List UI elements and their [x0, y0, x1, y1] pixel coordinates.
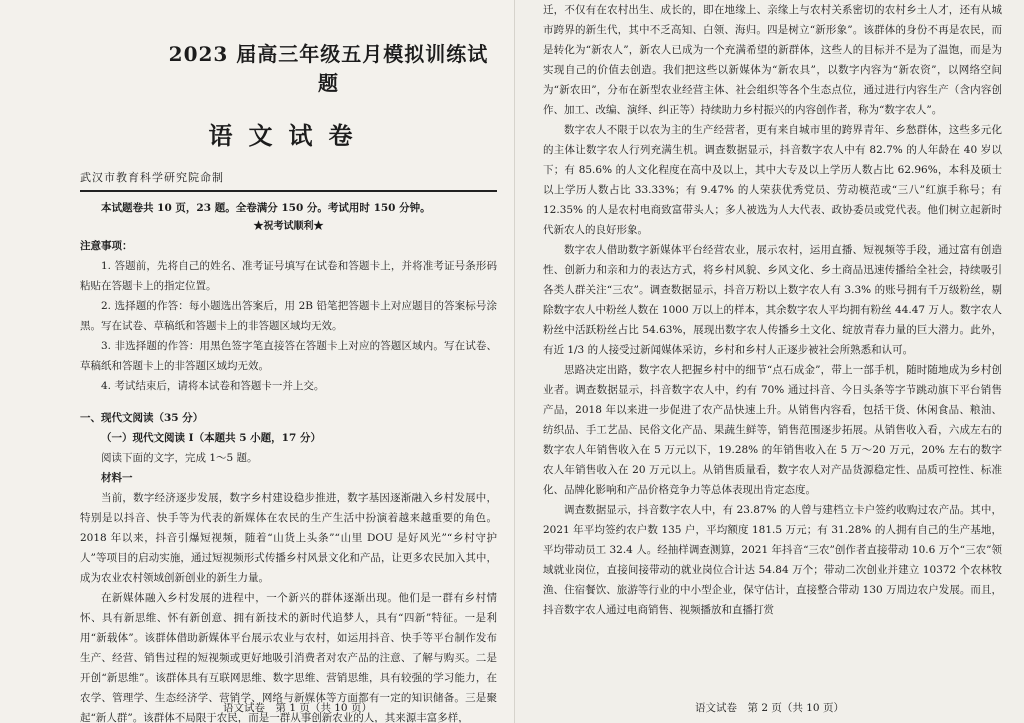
page-footer: 语文试卷 第 2 页（共 10 页） — [695, 702, 844, 714]
notes-label: 注意事项： — [80, 240, 133, 252]
note-item: 4. 考试结束后，请将本试卷和答题卡一并上交。 — [101, 380, 325, 392]
body-paragraph: 数字农人借助数字新媒体平台经营农业，展示农村，运用直播、短视频等手段，通过富有创造性、创新力和亲和力的表达方式，将乡村风貌、乡风文化、乡土商品迅速传播给全社会，持续吸引各类人群关注“三农”。调查数据显示，抖音万粉以上数字农人有 3.3% 的账号拥有千万级粉丝，剔除数字农人中粉丝人数在 1000 万以上的样本，其余数字农人平均拥有粉丝 44.47 万人。数字农人粉丝中活跃粉丝占比 54.63%，展现出数字农人传播乡土文化、绽放青春力量的巨大潜力。此外，有近 1/3 的人接受过新闻媒体采访，乡村和乡村人正逐步被社会所熟悉和认可。 — [543, 244, 1002, 356]
body-paragraph: 迁，不仅有在农村出生、成长的，即在地缘上、亲缘上与农村关系密切的农村乡土人才，还有从城市跨界的新生代，其中不乏高知、白领、海归。四是树立“新形象”。该群体的身份不再是农民，而是转化为“新农人”，新农人已成为一个充满希望的新群体，这些人的目标并不是为了温饱，而是为实现自己的价值去创造。我们把这些以新媒体为“新农具”，以数字内容为“新农资”，以网络空间为“新农田”，分布在新型农业经营主体、社会组织等各个生态点位，通过进行内容生产（含内容创作、加工、改编、演绎、纠正等）持续助力乡村振兴的内容创作者，称为“数字农人”。 — [543, 4, 1002, 116]
material-label: 材料一 — [101, 472, 133, 484]
reading-instruction: 阅读下面的文字，完成 1～5 题。 — [101, 452, 258, 464]
good-luck-line: ★祝考试顺利★ — [253, 221, 324, 232]
setter-line: 武汉市教育科学研究院命制 — [80, 169, 497, 192]
exam-summary: 本试题卷共 10 页，23 题。全卷满分 150 分。考试用时 150 分钟。 — [101, 202, 431, 214]
note-item: 2. 选择题的作答：每小题选出答案后，用 2B 铅笔把答题卡上对应题目的答案标号涂黑。写在试卷、草稿纸和答题卡上的非答题区域均无效。 — [80, 300, 497, 332]
subject-title: 语文试卷 — [208, 121, 369, 150]
section-heading: 一、现代文阅读（35 分） — [80, 412, 204, 424]
body-paragraph: 数字农人不限于以农为主的生产经营者，更有来自城市里的跨界青年、乡愁群体，这些多元化的主体让数字农人行列充满生机。调查数据显示，抖音数字农人中有 82.7% 的人年龄在 40 岁以下；有 85.6% 的人文化程度在高中及以上，其中大专及以上学历人数占比 62.96%，本科及硕士以上学历人数占比 33.33%；有 9.47% 的人荣获优秀党员、劳动模范或“三八”红旗手称号；有 12.35% 的人是农村电商致富带头人；多人被选为人大代表、政协委员或党代表。他们树立起新时代新农人的良好形象。 — [543, 124, 1002, 236]
page-footer: 语文试卷 第 1 页（共 10 页） — [223, 702, 372, 714]
page-2 — [515, 0, 1024, 723]
exam-title: 2023 届高三年级五月模拟训练试题 — [168, 42, 489, 95]
body-paragraph: 思路决定出路，数字农人把握乡村中的细节“点石成金”，带上一部手机，随时随地成为乡村创业者。调查数据显示，抖音数字农人中，约有 70% 通过抖音、今日头条等字节跳动旗下平台销售产品，2018 年以来进一步促进了农产品快速上升。从销售内容看，包括干货、休闲食品、粮油、纺织品、手工艺品、民俗文化产品、果蔬生鲜等，销售范围逐步拓展。从销售收入看，六成左右的数字农人年销售收入在 5 万元以下，19.28% 的年销售收入在 5 万～20 万元，20% 左右的数字农人年销售收入在 20 万元以上。从销售质量看，数字农人对产品货源稳定性、品质可控性、标准化、品牌化影响和产品价格竞争力等总体表现出肯定态度。 — [543, 364, 1002, 496]
note-item: 3. 非选择题的作答：用黑色签字笔直接答在答题卡上对应的答题区域内。写在试卷、草稿纸和答题卡上的非答题区域均无效。 — [80, 340, 497, 372]
subsection-heading: （一）现代文阅读 I（本题共 5 小题，17 分） — [101, 432, 321, 444]
note-item: 1. 答题前，先将自己的姓名、准考证号填写在试卷和答题卡上，并将准考证号条形码粘贴在答题卡上的指定位置。 — [80, 260, 497, 292]
body-paragraph: 调查数据显示，抖音数字农人中，有 23.87% 的人曾与建档立卡户签约收购过农产品。其中，2021 年平均签约农户数 135 户，平均额度 181.5 万元；有 31.28% 的人拥有自己的生产基地，平均带动员工 32.4 人。经抽样调查测算，2021 年抖音“三农”创作者直接带动 10.6 万个“三农”领域就业岗位，直接间接带动的就业岗位合计达 54.84 万个；带动二次创业并建立 10372 个农林牧渔、住宿餐饮、旅游等行业的中小型企业，保守估计，直接整合带动 130 万周边农户发展。而且，抖音数字农人通过电商销售、视频播放和直播打赏 — [543, 504, 1002, 616]
body-paragraph: 在新媒体融入乡村发展的进程中，一个新兴的群体逐渐出现。他们是一群有乡村情怀、具有新思维、怀有新创意、拥有新技术的新时代追梦人，具有“四新”特征。一是利用“新载体”。该群体借助新媒体平台展示农业与农村，如运用抖音、快手等平台制作发布生产、经营、销售过程的短视频或更好地吸引消费者对农产品的注意、了解与购买。二是开创“新思维”。该群体具有互联网思维、数字思维、营销思维，具有较强的学习能力，在农学、管理学、生态经济学、营销学、网络与新媒体等方面都有一定的知识储备。三是聚起“新人群”。该群体不局限于农民，而是一群从事创新农业的人，其来源丰富多样， — [80, 592, 497, 723]
body-paragraph: 当前，数字经济逐步发展，数字乡村建设稳步推进，数字基因逐渐融入乡村发展中，特别是以抖音、快手等为代表的新媒体在农民的生产生活中扮演着越来越重要的角色。2018 年以来，抖音引爆短视频，随着“山货上头条”“山里 DOU 是好风光”“乡村守护人”等项目的启动实施，通过短视频形式传播乡村风景文化和产品，让更多农民加入其中，成为农业农村领域创新创业的新生力量。 — [80, 492, 497, 584]
